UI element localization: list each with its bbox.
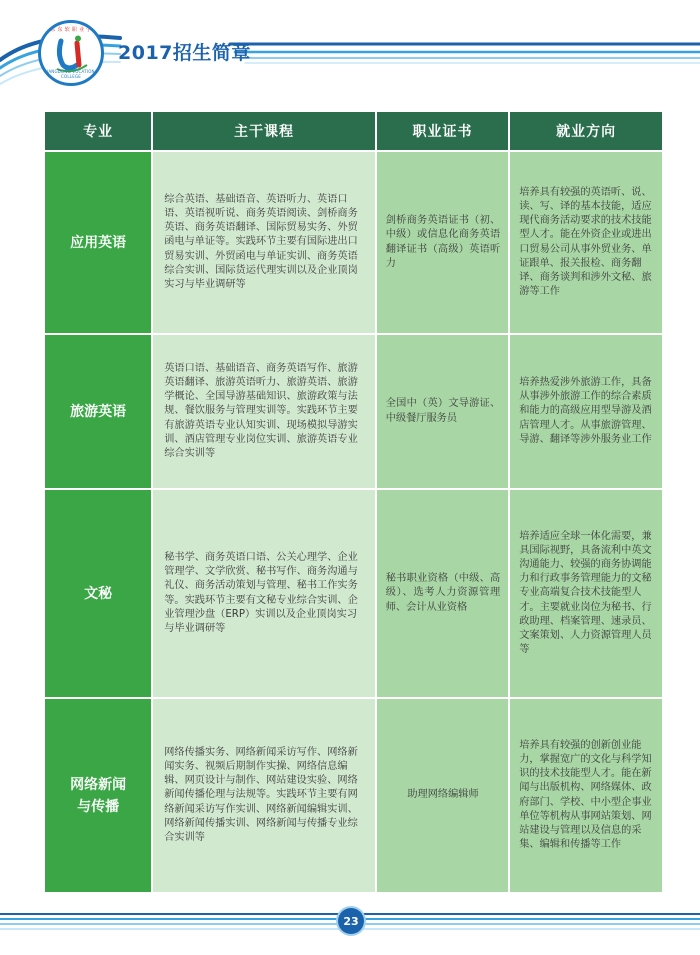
header-decoration xyxy=(0,0,700,100)
table-row xyxy=(45,490,662,697)
table-header-row xyxy=(45,112,662,150)
page-header xyxy=(0,0,700,100)
logo-text-bottom: GUANGDONG VOCATIONAL COLLEGE xyxy=(41,69,101,79)
table-row xyxy=(45,152,662,333)
header-courses: 主干课程 xyxy=(153,112,375,150)
table-row xyxy=(45,335,662,488)
table-row xyxy=(45,699,662,892)
header-certificates: 职业证书 xyxy=(377,112,509,150)
career-direction: 培养具有较强的英语听、说、读、写、译的基本技能，适应现代商务活动要求的技术技能型人才。能在外资企业或进出口贸易公司从事外贸业务、单证跟单、报关报检、商务翻译、商务谈判和涉外文秘、旅游等工作 xyxy=(510,152,662,333)
header-career: 就业方向 xyxy=(510,112,662,150)
certificates: 助理网络编辑师 xyxy=(377,699,509,892)
page-number: 23 xyxy=(338,908,364,934)
header-major: 专业 xyxy=(45,112,151,150)
certificates: 剑桥商务英语证书（初、中级）或信息化商务英语翻译证书（高级）英语听力 xyxy=(377,152,509,333)
major-name: 旅游英语 xyxy=(45,335,151,488)
career-direction: 培养适应全球一体化需要，兼具国际视野，具备流利中英文沟通能力、较强的商务协调能力和行政事务管理能力的文秘专业高端复合技术技能型人才。主要就业岗位为秘书、行政助理、档案管理、速录员、文案策划、人力资源管理人员等 xyxy=(510,490,662,697)
major-name: 应用英语 xyxy=(45,152,151,333)
main-courses: 网络传播实务、网络新闻采访写作、网络新闻实务、视频后期制作实操、网络信息编辑、网页设计与制作、网站建设实验、网络新闻传播伦理与法规等。实践环节主要有网络新闻采访写作实训、网络新闻编辑实训、网络新闻传播实训、网络新闻与传播专业综合实训等 xyxy=(153,699,375,892)
logo-mark-icon xyxy=(55,35,89,73)
career-direction: 培养热爱涉外旅游工作，具备从事涉外旅游工作的综合素质和能力的高级应用型导游及酒店管理人才。从事旅游管理、导游、翻译等涉外服务业工作 xyxy=(510,335,662,488)
majors-table xyxy=(43,110,664,894)
main-courses: 综合英语、基础语音、英语听力、英语口语、英语视听说、商务英语阅读、剑桥商务英语、商务英语翻译、国际贸易实务、外贸函电与单证等。实践环节主要有国际进出口贸易实训、外贸函电与单证实训、商务英语综合实训、国际货运代理实训以及企业顶岗实习与毕业调研等 xyxy=(153,152,375,333)
certificates: 全国中（英）文导游证、中级餐厅服务员 xyxy=(377,335,509,488)
major-name: 文秘 xyxy=(45,490,151,697)
major-name xyxy=(45,699,151,892)
major-name-text: 网络新闻与传播 xyxy=(70,776,127,815)
logo-text-top: 广 东 东 软 职 业 学 院 xyxy=(43,27,99,33)
brochure-title: 2017招生简章 xyxy=(118,42,251,64)
certificates: 秘书职业资格（中级、高级）、选考人力资源管理师、会计从业资格 xyxy=(377,490,509,697)
college-logo xyxy=(38,20,104,86)
main-courses: 英语口语、基础语音、商务英语写作、旅游英语翻译、旅游英语听力、旅游英语、旅游学概论、全国导游基础知识、旅游政策与法规、餐饮服务与管理实训等。实践环节主要有旅游英语专业认知实训、现场模拟导游实训、酒店管理专业岗位实训、旅游英语专业综合实训等 xyxy=(153,335,375,488)
main-courses: 秘书学、商务英语口语、公关心理学、企业管理学、文学欣赏、秘书写作、商务沟通与礼仪、商务活动策划与管理、秘书工作实务等。实践环节主要有文秘专业综合实训、企业管理沙盘（ERP）实训以及企业顶岗实习与毕业调研等 xyxy=(153,490,375,697)
career-direction: 培养具有较强的创新创业能力，掌握宽广的文化与科学知识的技术技能型人才。能在新闻与出版机构、网络媒体、政府部门、学校、中小型企事业单位等机构从事网站策划、网站建设与管理以及信息的采集、编辑和传播等工作 xyxy=(510,699,662,892)
